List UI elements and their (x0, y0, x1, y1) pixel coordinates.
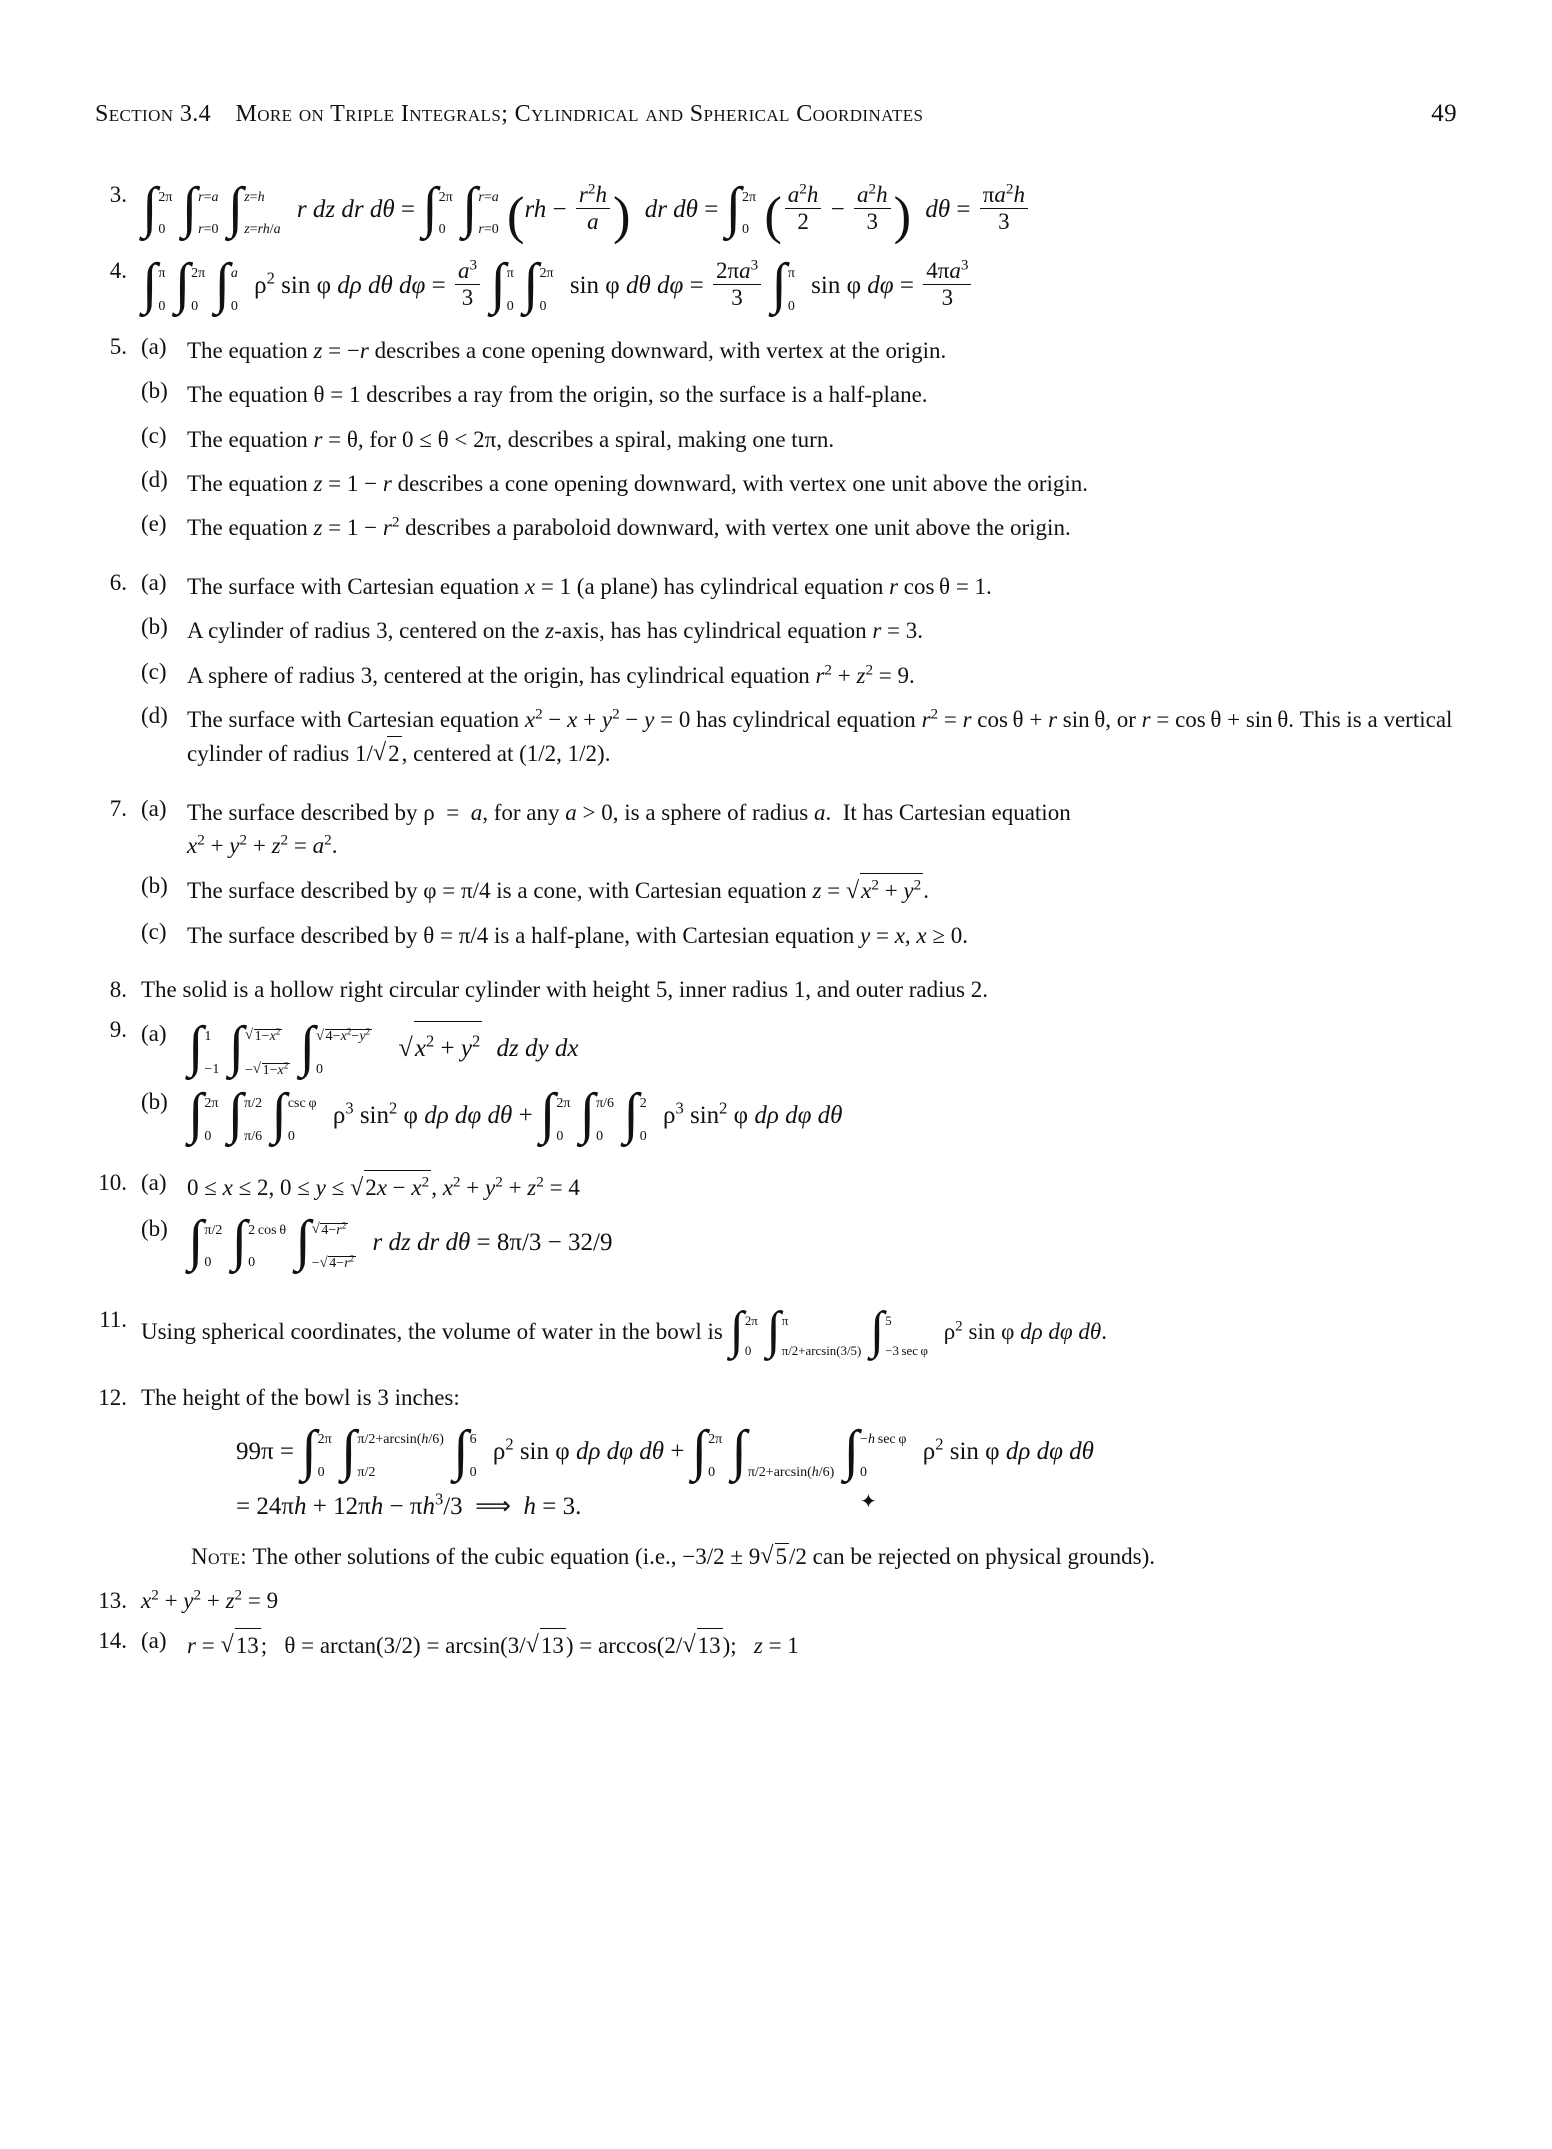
sub-item (141, 919, 1457, 952)
sub-item (141, 796, 1457, 863)
sub-item (141, 1209, 1457, 1277)
sub-label: (b) (141, 378, 168, 404)
item-math-4: ∫ π 0 ∫ 2π 0 ∫ a 0 $\rho^2$ sin φ dρ dθ dφ = $\frac{a^3}{3}$ ∫ π 0 ∫ 2π 0 sin φ dθ dφ = $\frac{2\pi a^3}{3}$ ∫ π 0 sin φ dφ = $\frac{4\pi a^3}{3}$ (141, 258, 1457, 320)
solution-item-10 (95, 1170, 1457, 1283)
sub-math: ∫ π/2 0 ∫ 2 cos θ 0 ∫ √ $4-r^2$ − √ $4-r^2$ r dz dr dθ = 8π/3 − 32/9 (187, 1216, 1457, 1277)
sub-label: (a) (141, 1020, 167, 1046)
item-body-12 (141, 1385, 1457, 1569)
note-label: Note: (191, 1543, 248, 1569)
solution-item-13 (95, 1585, 1457, 1614)
item-number: 14. (98, 1627, 127, 1653)
sub-label: (a) (141, 569, 167, 595)
sub-item (141, 1016, 1457, 1083)
sub-text: The equation z = −r describes a cone opening downward, with vertex at the origin. (187, 338, 947, 364)
sub-item (141, 873, 1457, 907)
sub-item (141, 659, 1457, 692)
solution-item-11 (95, 1302, 1457, 1363)
sub-text: The surface described by θ = π/4 is a half-plane, with Cartesian equation y = x, x ≥ 0. (187, 922, 969, 948)
item-body-7 (141, 796, 1457, 963)
item-number: 11. (99, 1307, 127, 1332)
item-number: 5. (109, 334, 127, 360)
sub-item (141, 703, 1457, 771)
sub-label: (d) (141, 467, 168, 493)
solution-item-6 (95, 570, 1457, 782)
item-number: 8. (109, 976, 127, 1002)
item-body-9 (141, 1017, 1457, 1157)
solution-item-14 (95, 1628, 1457, 1673)
header-title-group (95, 101, 923, 128)
sub-label: (a) (141, 1627, 167, 1653)
page-number: 49 (1431, 100, 1457, 127)
sub-item (141, 511, 1457, 544)
item-number: 6. (109, 569, 127, 595)
item-body-6 (141, 570, 1457, 782)
sub-label: (d) (141, 702, 168, 728)
page-header (95, 100, 1457, 128)
sub-text: The equation θ = 1 describes a ray from the origin, so the surface is a half-plane. (187, 382, 928, 408)
sub-math: r = √ 13; θ = arctan(3/2) = arcsin(3/ √ 13) = arccos(2/ √ 13); z = 1 (187, 1628, 1457, 1662)
sub-text: A cylinder of radius 3, centered on the z-axis, has has cylindrical equation r = 3. (187, 618, 924, 644)
sub-label: (c) (141, 658, 167, 684)
header-section-label: Section 3.4 (95, 101, 212, 127)
item-number: 10. (98, 1170, 127, 1196)
sub-math: ∫ 1 −1 ∫ √ $1-x^2$ − √ $1-x^2$ ∫ √ $4-x^2-y^2$ 0 √ $x^2 + y^2$ dz dy dx (187, 1021, 1457, 1083)
item-body-5 (141, 334, 1457, 556)
sub-text: The equation r = θ, for 0 ≤ θ < 2π, describes a spiral, making one turn. (187, 426, 835, 452)
solution-item-12 (95, 1385, 1457, 1569)
item-number: 12. (98, 1385, 127, 1411)
item-body-10 (141, 1170, 1457, 1283)
solution-item-9 (95, 1017, 1457, 1157)
item-text-12: The height of the bowl is 3 inches: (141, 1385, 460, 1411)
sub-label: (b) (141, 614, 168, 640)
sub-label: (a) (141, 1170, 167, 1196)
sub-label: (b) (141, 1089, 168, 1115)
solution-item-7 (95, 796, 1457, 963)
item-body-11: Using spherical coordinates, the volume of water in the bowl is ∫ 2π 0 ∫ π π/2+arcsin(3/5) ∫ 5 −3 sec φ $\rho^2$ sin φ dρ dφ dθ. (141, 1302, 1107, 1360)
sub-item (141, 1083, 1457, 1150)
solution-item-5 (95, 334, 1457, 556)
sub-label: (a) (141, 795, 167, 821)
item-number: 7. (109, 795, 127, 821)
item-math-3: ∫ 2π 0 ∫ r=a r=0 ∫ z=h z=rh/a r dz dr dθ = ∫ 2π 0 ∫ r=a r=0 (rh − $\frac{r^2h}{a}$ ) dr dθ = ∫ 2π 0 ( $\frac{a^2h}{2}$ − $\frac{a^2h}{3}$ ) dθ = $\frac{\pi a^2h}{3}$ (141, 182, 1457, 244)
item-math-13: $x^2 + y^2 + z^2 = 9$ (141, 1585, 279, 1613)
sub-label: (b) (141, 1215, 168, 1241)
item-number: 9. (109, 1016, 127, 1042)
sub-math: ∫ 2π 0 ∫ π/2 π/6 ∫ csc φ 0 $\rho^3$ $\sin^2 \varphi$ dρ dφ dθ + ∫ 2π 0 ∫ π/6 0 ∫ 2 0 $\rho^3$ $\sin^2 \varphi$ dρ dφ dθ (188, 1083, 843, 1146)
item-text-11: Using spherical coordinates, the volume of water in the bowl is (141, 1319, 723, 1344)
sub-text: The surface described by ρ = a, for any a > 0, is a sphere of radius a. It has Cartesian equation $x^2 + y^2 + z^2 = a^2$. (187, 799, 1071, 858)
sub-text: The equation z = 1 − r describes a cone opening downward, with vertex one unit above the origin. (187, 471, 1089, 497)
sub-math: 0 ≤ x ≤ 2, 0 ≤ y ≤ √ $2x - x^2$, $x^2 + y^2 + z^2 = 4$ (187, 1170, 1457, 1204)
sub-item (141, 467, 1457, 500)
item-text-8: The solid is a hollow right circular cylinder with height 5, inner radius 1, and outer radius 2. (141, 976, 988, 1002)
header-title: More on Triple Integrals; Cylindrical and Spherical Coordinates (235, 101, 924, 127)
sub-text: The equation $z = 1 - r^2$ describes a paraboloid downward, with vertex one unit above the origin. (187, 513, 1071, 541)
solution-item-3 (95, 176, 1457, 245)
item-number: 13. (98, 1587, 127, 1613)
stray-ink-mark: ✦ (860, 1491, 877, 1513)
sub-item (141, 378, 1457, 411)
item-body-14 (141, 1628, 1457, 1673)
equation-12b: = $24\pi h + 12\pi h - \pi h^3/3$ ⟹ h = 3. (236, 1489, 582, 1520)
solution-item-8 (95, 977, 1457, 1003)
sub-item (141, 1628, 1457, 1662)
sub-text: The surface with Cartesian equation $x^2 - x + y^2 - y = 0$ has cylindrical equation $r^2 = r$ cos θ + r sin θ, or r = cos θ + sin θ. This is a vertical cylinder of radius 1/ √ 2, centered at (1/2, 1/2). (187, 703, 1457, 771)
note-block (191, 1543, 1457, 1570)
sub-text: The surface with Cartesian equation x = 1 (a plane) has cylindrical equation r cos θ = 1. (187, 573, 992, 599)
sub-item (141, 334, 1457, 367)
sub-label: (e) (141, 511, 167, 537)
item-number: 4. (109, 258, 127, 284)
note-text: The other solutions of the cubic equation (i.e., −3/2 ± 9 √ 5/2 can be rejected on physical grounds). (252, 1544, 1155, 1569)
sub-item (141, 570, 1457, 603)
item-number: 3. (109, 182, 127, 207)
sub-text: The surface described by φ = π/4 is a cone, with Cartesian equation z = √ $x^2 + y^2$. (187, 873, 1457, 907)
sub-label: (c) (141, 422, 167, 448)
sub-item (141, 423, 1457, 456)
solution-item-4 (95, 253, 1457, 320)
sub-label: (a) (141, 334, 167, 360)
sub-item (141, 614, 1457, 647)
sub-item (141, 1170, 1457, 1204)
sub-label: (b) (141, 873, 168, 899)
equation-12a: 99π = ∫ 2π 0 ∫ π/2+arcsin(h/6) π/2 ∫ 6 0 $\rho^2$ sin φ dρ dφ dθ + ∫ 2π 0 ∫ π/2+arcsin(h/6) ∫ −h sec φ 0 $\rho^2$ sin φ dρ dφ dθ (236, 1419, 1094, 1482)
sub-text: A sphere of radius 3, centered at the origin, has cylindrical equation $r^2 + z^2 = 9$. (187, 660, 915, 688)
sub-label: (c) (141, 918, 167, 944)
